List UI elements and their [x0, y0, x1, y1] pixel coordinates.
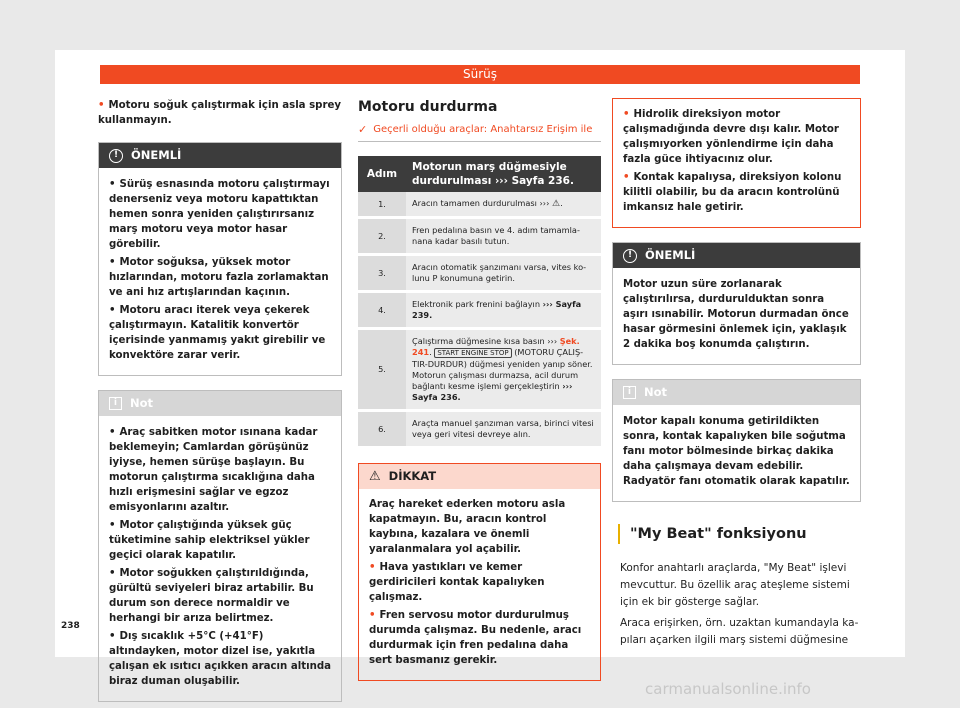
step-text-content: Aracın tamamen durdurulması ››› [412, 198, 550, 208]
column-header-step: Adım [358, 156, 406, 192]
table-row [358, 255, 601, 292]
important-box [612, 242, 861, 365]
step-number: 2. [358, 218, 406, 255]
table-row [358, 192, 601, 218]
list-item: • Sürüş esnasında motoru çalıştırmayı denerseniz veya motoru kapattıktan hemen sonra yeniden çalıştırırsanız marş motoru veya motor hasar görebilir. [109, 177, 333, 252]
paragraph: Konfor anahtarlı araçlarda, "My Beat" işlevi mevcuttur. Bu özellik araç ateşleme sistemi için ek bir gösterge sağlar. [620, 562, 850, 608]
list-item: • Motor çalıştığında yüksek güç tüketimine sahip elektriksel yükler geçici olarak kapatılır. [109, 518, 333, 563]
info-circle-icon: ! [623, 249, 637, 263]
section-heading-block [618, 524, 861, 544]
section-body [620, 560, 861, 649]
list-item: • Hidrolik direksiyon motor çalışmadığında devre dışı kalır. Motor çalışmıyorken yönlendirme için daha fazla güce ihtiyacınız olur. [623, 107, 852, 167]
list-item: • Motor soğuksa, yüksek motor hızlarından, motoru fazla zorlamaktan ve ani hız artışlarından kaçının. [109, 255, 333, 300]
divider [358, 141, 601, 142]
warning-triangle-icon: ⚠ [551, 199, 561, 209]
section-title: "My Beat" fonksiyonu [630, 526, 807, 542]
caution-body [359, 489, 600, 680]
step-text: Fren pedalına basın ve 4. adım tamamlanana kadar basılı tutun. [406, 218, 601, 255]
note-title: Not [644, 385, 668, 399]
note-body [613, 405, 860, 501]
column-right [612, 98, 861, 653]
important-body [613, 268, 860, 364]
step-number: 3. [358, 255, 406, 292]
watermark: carmanualsonline.info [645, 680, 811, 698]
list-item: • Hava yastıkları ve kemer gerdiricileri kontak kapalıyken çalışmaz. [369, 560, 592, 605]
step-text: Aracın tamamen durdurulması ››› ⚠. [406, 192, 601, 218]
table-header-row [358, 156, 601, 192]
figure-reference-link[interactable]: Şek. 241 [412, 336, 580, 357]
info-icon: i [623, 386, 636, 399]
important-title: ÖNEMLİ [645, 248, 696, 262]
step-text-content: (MOTORU ÇALIŞTIR-DURDUR) düğmesi yeniden yanıp söner. Motorun çalışması durmazsa, acil durum bağlantı kesme işlemi gerçekleştirin [412, 347, 593, 391]
table-row [358, 411, 601, 448]
list-item: • Motoru aracı iterek veya çekerek çalıştırmayın. Katalitik konvertör içerisinde yanmamış yakıt girebilir ve konvektöre zarar verir. [109, 303, 333, 363]
section-header: Sürüş [100, 65, 860, 84]
page-reference-link[interactable]: ››› Sayfa 239. [412, 299, 582, 320]
list-item: • Araç sabitken motor ısınana kadar beklemeyin; Camlardan görüşünüz iyiyse, hemen sürüşe başlayın. Bu motorun çalıştırma sıcaklığına daha hızlı erişmesini sağlar ve egzoz emisyonlarını azaltır. [109, 425, 333, 515]
step-text-content: Elektronik park frenini bağlayın [412, 299, 541, 309]
important-body [99, 168, 341, 375]
caution-title: DİKKAT [388, 469, 437, 483]
info-icon: i [109, 397, 122, 410]
warning-triangle-icon: ⚠ [369, 469, 381, 484]
column-header-desc: Motorun marş düğmesiyle durdurulması ››› Sayfa 236. [406, 156, 601, 192]
note-header [99, 391, 341, 416]
note-box [612, 379, 861, 502]
step-text: Çalıştırma düğmesine kısa basın ››› Şek. 241. START ENGINE STOP (MOTORU ÇALIŞTIR-DURDUR) düğmesi yeniden yanıp söner. Motorun çalışması durmazsa, acil durum bağlantı kesme işlemi gerçekleştirin ››› Sayfa 236. [406, 329, 601, 411]
step-number: 4. [358, 292, 406, 329]
info-circle-icon: ! [109, 149, 123, 163]
page-reference-link[interactable]: ››› Sayfa 236. [412, 381, 573, 402]
step-text: Araçta manuel şanzıman varsa, birinci vitesi veya geri vitesi devreye alın. [406, 411, 601, 448]
note-box [98, 390, 342, 702]
applicability-text: Geçerli olduğu araçlar: Anahtarsız Erişim ile [373, 124, 593, 135]
note-title: Not [130, 396, 154, 410]
important-text: Motor uzun süre zorlanarak çalıştırılırsa, durdurulduktan sonra aşırı ısınabilir. Motorun durmadan önce hasar görmesini önlemek için, yaklaşık 2 dakika boş konumda çalıştırın. [623, 279, 849, 350]
caution-continued-body [613, 99, 860, 227]
column-left [98, 98, 342, 702]
caution-header [359, 464, 600, 489]
important-header [99, 143, 341, 168]
table-row [358, 292, 601, 329]
section-title: Motoru durdurma [358, 99, 498, 115]
step-text: Aracın otomatik şanzımanı varsa, vites kolunu P konumuna getirin. [406, 255, 601, 292]
step-text [406, 292, 601, 329]
column-middle [358, 98, 601, 681]
caution-continued-box [612, 98, 861, 228]
step-text-content: Çalıştırma düğmesine kısa basın ››› [412, 336, 558, 346]
caution-intro: Araç hareket ederken motoru asla kapatmayın. Bu, aracın kontrol kaybına, kazalara ve önemli yaralanmalara yol açabilir. [369, 499, 566, 555]
list-item: • Fren servosu motor durdurulmuş durumda çalışmaz. Bu nedenle, aracı durdurmak için fren pedalına daha sert basmanız gerekir. [369, 608, 592, 668]
caution-box [358, 463, 601, 681]
table-row [358, 329, 601, 411]
step-number: 5. [358, 329, 406, 411]
step-number: 6. [358, 411, 406, 448]
page-number: 238 [61, 621, 80, 631]
note-header [613, 380, 860, 405]
list-item: • Motor soğukken çalıştırıldığında, gürültü seviyeleri biraz artabilir. Bu durum son derece normaldir ve herhangi bir arıza belirtmez. [109, 566, 333, 626]
applicability-line [358, 123, 601, 136]
step-number: 1. [358, 192, 406, 218]
important-box [98, 142, 342, 376]
steps-table [358, 156, 601, 449]
table-row [358, 218, 601, 255]
important-header [613, 243, 860, 268]
note-text: Motor kapalı konuma getirildikten sonra, kontak kapalıyken bile soğutma fanı motor bölmesinde birkaç dakika daha çalışmaya devam edebilir. Radyatör fanı otomatik olarak kapatılır. [623, 416, 850, 487]
important-title: ÖNEMLİ [131, 148, 182, 162]
checkmark-icon: ✓ [358, 123, 368, 136]
list-item: • Dış sıcaklık +5°C (+41°F) altındayken, motor dizel ise, yakıtla çalışan ek ısıtıcı açıkken aracın altında biraz duman oluşabilir. [109, 629, 333, 689]
paragraph: Araca erişirken, örn. uzaktan kumandayla kapıları açarken ilgili marş sistemi düğmesine [620, 617, 859, 646]
note-body [99, 416, 341, 701]
list-item: • Kontak kapalıysa, direksiyon kolonu kilitli olabilir, bu da aracın kontrolünü imkansız hale getirir. [623, 170, 852, 215]
start-stop-key-label: START ENGINE STOP [434, 348, 511, 358]
spray-warning-bullet: • Motoru soğuk çalıştırmak için asla sprey kullanmayın. [98, 98, 342, 128]
